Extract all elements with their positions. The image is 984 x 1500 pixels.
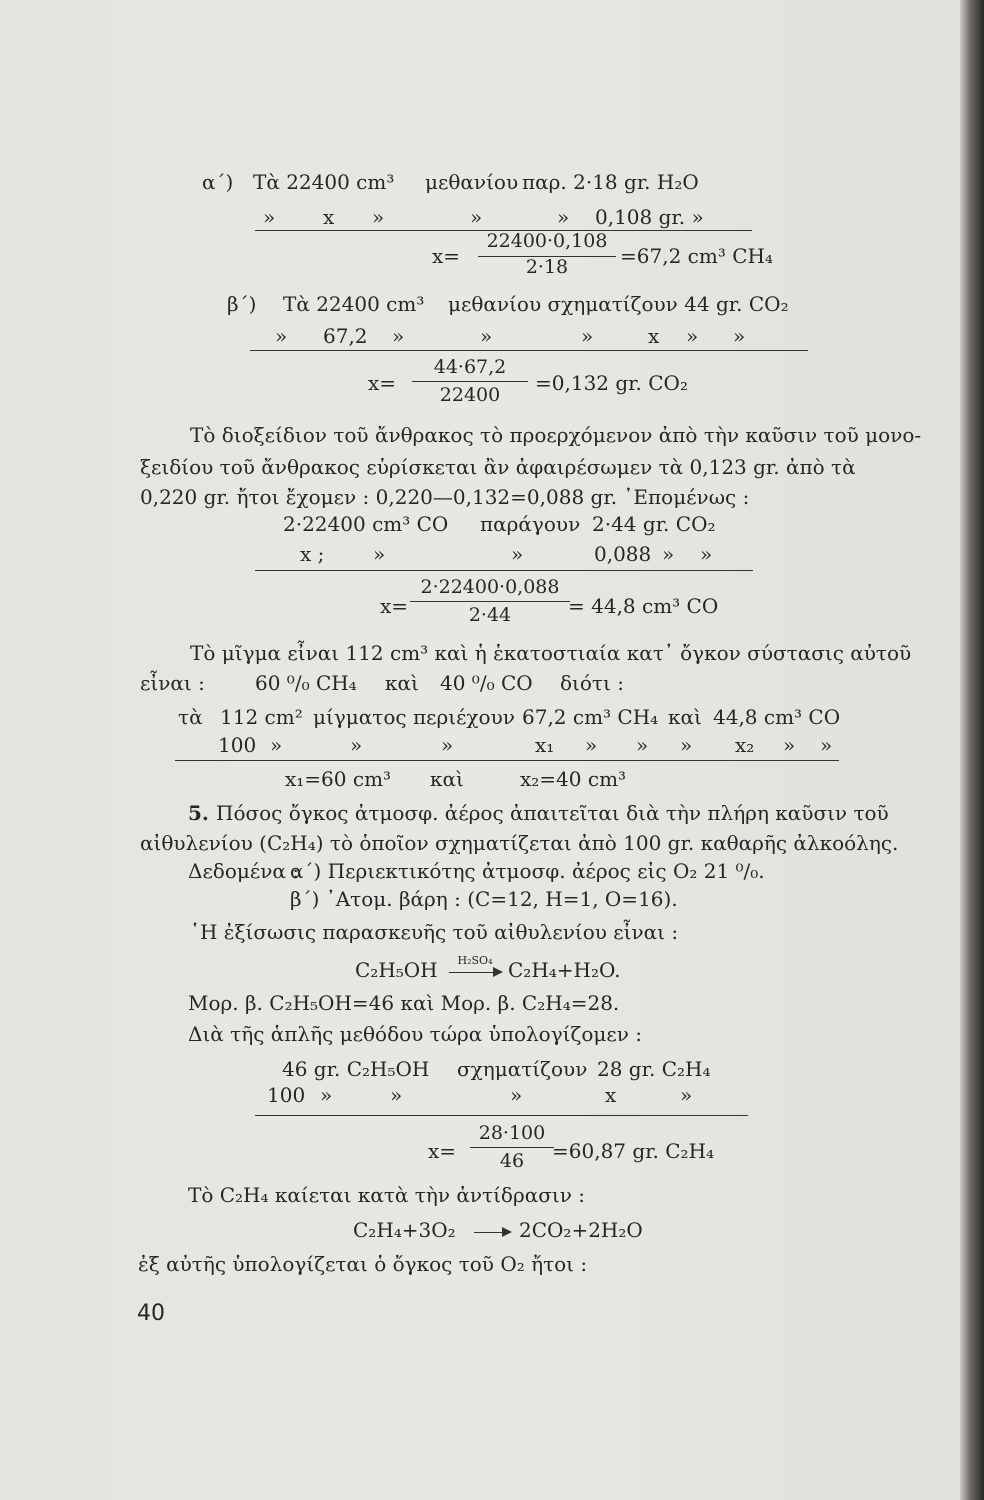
equation-reactant: C₂H₅OH	[355, 958, 438, 982]
ditto-mark: »	[636, 733, 649, 757]
ditto-mark: »	[275, 324, 288, 348]
reaction-arrow	[447, 953, 503, 982]
result: x₂=40 cm³	[520, 767, 627, 791]
fraction-denominator: 2·18	[525, 256, 569, 278]
unknown-x: x ;	[300, 542, 325, 566]
unknown-x: x	[648, 324, 660, 348]
percent-ch4: 60 ⁰/₀ CH₄	[255, 671, 357, 695]
a-value: 0,108 gr. »	[595, 205, 704, 229]
d-row1-text: 67,2 cm³ CH₄	[522, 705, 659, 729]
ditto-mark: »	[585, 733, 598, 757]
fraction-numerator: 44·67,2	[433, 356, 507, 378]
ditto-mark: »	[470, 205, 483, 229]
page-number: 40	[137, 1301, 165, 1326]
c-row1-text: παράγουν	[480, 512, 581, 536]
ditto-mark: »	[581, 324, 594, 348]
fraction-denominator: 22400	[439, 384, 501, 406]
ditto-mark: »	[511, 542, 524, 566]
text-line: Τὸ διοξείδιον τοῦ ἄνθρακος τὸ προερχόμενον ἀπὸ τὴν καῦσιν τοῦ μονο-	[190, 423, 922, 447]
ditto-mark: »	[557, 205, 570, 229]
ditto-mark: »	[320, 1083, 333, 1107]
text-line: 0,220 gr. ἤτοι ἔχομεν : 0,220—0,132=0,088 gr. ῾Επομένως :	[140, 485, 750, 509]
text-line: ἐξ αὐτῆς ὑπολογίζεται ὁ ὄγκος τοῦ O₂ ἤτοι :	[138, 1252, 588, 1276]
b-row1-text: Τὰ 22400 cm³	[283, 292, 425, 316]
x-equals: x=	[428, 1139, 457, 1163]
separator-line	[255, 570, 753, 571]
fraction-numerator: 22400·0,108	[486, 230, 608, 252]
unknown-x: x	[605, 1083, 617, 1107]
ditto-mark: »	[480, 324, 493, 348]
text-line: καὶ	[430, 767, 464, 791]
text-line: εἶναι :	[140, 671, 205, 695]
text-line: διότι :	[560, 671, 624, 695]
page-edge-shadow	[960, 0, 984, 1500]
separator-line	[175, 760, 839, 761]
x-equals: x=	[368, 371, 397, 395]
c-row1-text: 2·22400 cm³ CO	[283, 512, 449, 536]
c-value: 0,088	[594, 542, 652, 566]
text-line: αἰθυλενίου (C₂H₄) τὸ ὁποῖον σχηματίζεται ἀπὸ 100 gr. καθαρῆς ἀλκοόλης.	[140, 831, 899, 855]
fraction-bar	[470, 1147, 554, 1148]
b-row1-text: μεθανίου σχηματίζουν 44 gr. CO₂	[448, 292, 789, 316]
text-line: καὶ	[385, 671, 419, 695]
label-b: β΄)	[227, 292, 257, 316]
ditto-mark: »	[662, 542, 675, 566]
d-value: 100	[218, 733, 257, 757]
ditto-mark: »	[373, 542, 386, 566]
ditto-mark: »	[270, 733, 283, 757]
percent-co: 40 ⁰/₀ CO	[440, 671, 533, 695]
fraction-denominator: 2·44	[468, 604, 512, 626]
separator-line	[255, 1115, 748, 1116]
given-item: α΄) Περιεκτικότης ἀτμοσφ. ἀέρος εἰς O₂ 21 ⁰/₀.	[290, 859, 765, 883]
fraction-bar	[410, 601, 570, 602]
equation-reactant: C₂H₄+3O₂	[353, 1218, 456, 1242]
arrow-right-icon	[472, 1222, 512, 1242]
given-label: Δεδομένα :	[188, 859, 300, 883]
ditto-mark: »	[820, 733, 833, 757]
ditto-mark: »	[263, 205, 276, 229]
problem-number: 5.	[188, 801, 209, 825]
a-row1-text: παρ. 2·18 gr. H₂O	[522, 170, 699, 194]
a-row1-text: μεθανίου	[425, 170, 519, 194]
text-line: Πόσος ὄγκος ἀτμοσφ. ἀέρος ἀπαιτεῖται διὰ τὴν πλήρη καῦσιν τοῦ	[216, 801, 889, 825]
ditto-mark: »	[733, 324, 746, 348]
result: =67,2 cm³ CH₄	[620, 244, 773, 268]
unknown-x2: x₂	[735, 733, 755, 757]
x-equals: x=	[380, 594, 409, 618]
given-item: β΄) ᾿Ατομ. βάρη : (C=12, H=1, O=16).	[290, 887, 678, 911]
separator-line	[250, 350, 808, 351]
ditto-mark: »	[350, 733, 363, 757]
result: x₁=60 cm³	[285, 767, 392, 791]
ditto-mark: »	[372, 205, 385, 229]
e-row1-text: σχηματίζουν	[457, 1057, 588, 1081]
ditto-mark: »	[686, 324, 699, 348]
unknown-x: x	[323, 205, 335, 229]
arrow-right-icon	[447, 953, 503, 982]
fraction-numerator: 2·22400·0,088	[420, 576, 560, 598]
unknown-x1: x₁	[535, 733, 555, 757]
ditto-mark: »	[390, 1083, 403, 1107]
ditto-mark: »	[441, 733, 454, 757]
e-row1-text: 46 gr. C₂H₅OH	[282, 1057, 430, 1081]
c-row1-text: 2·44 gr. CO₂	[592, 512, 716, 536]
result: =60,87 gr. C₂H₄	[552, 1139, 715, 1163]
ditto-mark: »	[783, 733, 796, 757]
text-line: Μορ. β. C₂H₅OH=46 καὶ Μορ. β. C₂H₄=28.	[188, 991, 620, 1015]
ditto-mark: »	[392, 324, 405, 348]
label-a: α΄)	[202, 170, 234, 194]
d-row1-text: τὰ	[178, 705, 203, 729]
ditto-mark: »	[680, 733, 693, 757]
fraction-denominator: 46	[499, 1150, 525, 1172]
catalyst-label: H₂SO₄	[457, 953, 493, 967]
d-row1-text: καὶ	[668, 705, 702, 729]
b-value: 67,2	[323, 324, 368, 348]
equation-products: C₂H₄+H₂O.	[508, 958, 621, 982]
fraction-numerator: 28·100	[478, 1122, 546, 1144]
result: = 44,8 cm³ CO	[568, 594, 719, 618]
x-equals: x=	[432, 244, 461, 268]
ditto-mark: »	[510, 1083, 523, 1107]
text-line: Διὰ τῆς ἁπλῆς μεθόδου τώρα ὑπολογίζομεν :	[188, 1022, 643, 1046]
e-row1-text: 28 gr. C₂H₄	[597, 1057, 711, 1081]
ditto-mark: »	[700, 542, 713, 566]
text-line: Τὸ μῖγμα εἶναι 112 cm³ καὶ ἡ ἑκατοστιαία κατ᾽ ὄγκον σύστασις αὐτοῦ	[190, 641, 912, 665]
equation-products: 2CO₂+2H₂O	[519, 1218, 643, 1242]
a-row1-text: Τὰ 22400 cm³	[253, 170, 395, 194]
d-row1-text: 44,8 cm³ CO	[713, 705, 841, 729]
e-value: 100	[267, 1083, 306, 1107]
d-row1-text: 112 cm²	[220, 705, 303, 729]
reaction-arrow	[472, 1218, 512, 1242]
ditto-mark: »	[680, 1083, 693, 1107]
result: =0,132 gr. CO₂	[535, 371, 688, 395]
text-line: ξειδίου τοῦ ἄνθρακος εὑρίσκεται ἂν ἀφαιρέσωμεν τὰ 0,123 gr. ἀπὸ τὰ	[140, 455, 856, 479]
d-row1-text: μίγματος περιέχουν	[313, 705, 515, 729]
text-line: Τὸ C₂H₄ καίεται κατὰ τὴν ἀντίδρασιν :	[188, 1183, 585, 1207]
text-line: ῾Η ἐξίσωσις παρασκευῆς τοῦ αἰθυλενίου εἶναι :	[190, 920, 679, 944]
fraction-bar	[412, 381, 528, 382]
